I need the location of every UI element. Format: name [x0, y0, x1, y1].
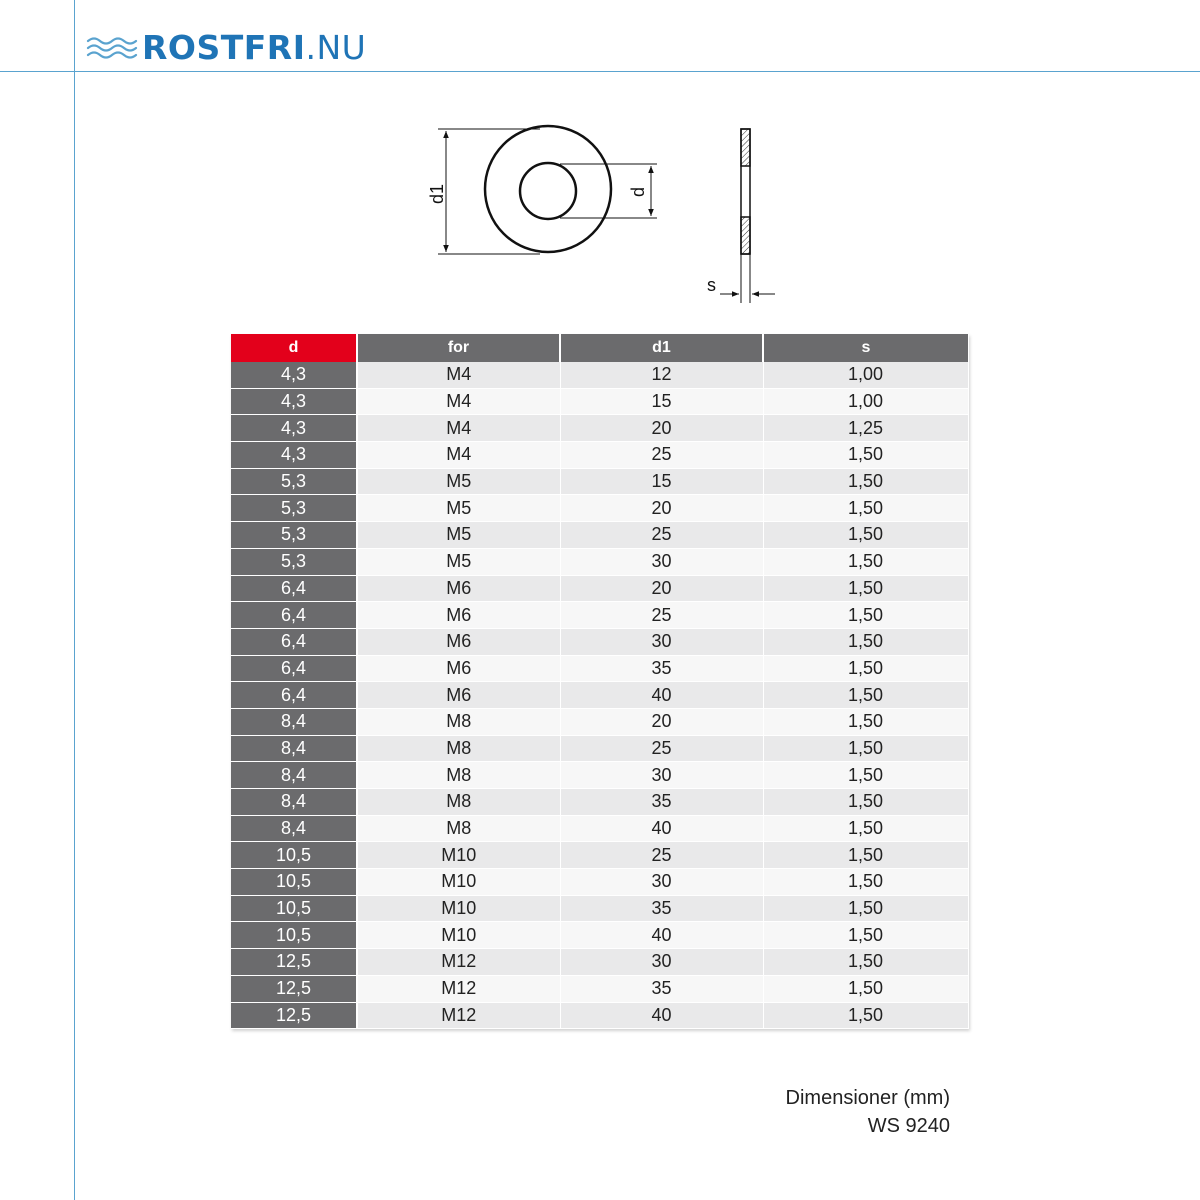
- cell-s: 1,50: [763, 682, 968, 709]
- cell-d: 10,5: [231, 922, 357, 949]
- dimension-s: [707, 254, 775, 303]
- cell-d1: 35: [560, 789, 763, 816]
- table-row: [231, 789, 968, 816]
- table-row: [231, 442, 968, 469]
- cell-s: 1,50: [763, 762, 968, 789]
- cell-s: 1,50: [763, 975, 968, 1002]
- cell-d: 10,5: [231, 842, 357, 869]
- cell-s: 1,50: [763, 895, 968, 922]
- label-d: d: [628, 186, 648, 198]
- column-header-d: d: [231, 334, 357, 362]
- cell-for: M12: [357, 1002, 560, 1029]
- table-row: [231, 762, 968, 789]
- cell-for: M5: [357, 522, 560, 549]
- cell-d: 4,3: [231, 415, 357, 442]
- cell-s: 1,50: [763, 442, 968, 469]
- table-row: [231, 388, 968, 415]
- cell-d: 4,3: [231, 442, 357, 469]
- cell-s: 1,50: [763, 468, 968, 495]
- cell-d: 4,3: [231, 362, 357, 388]
- cell-for: M12: [357, 949, 560, 976]
- cell-s: 1,50: [763, 628, 968, 655]
- table-row: [231, 735, 968, 762]
- table-row: [231, 815, 968, 842]
- cell-d: 6,4: [231, 575, 357, 602]
- cell-d: 12,5: [231, 949, 357, 976]
- cell-for: M8: [357, 735, 560, 762]
- cell-d1: 12: [560, 362, 763, 388]
- cell-d1: 25: [560, 522, 763, 549]
- cell-s: 1,50: [763, 789, 968, 816]
- cell-for: M12: [357, 975, 560, 1002]
- table-row: [231, 922, 968, 949]
- caption-standard: WS 9240: [867, 1115, 950, 1137]
- cell-d: 5,3: [231, 495, 357, 522]
- cell-d1: 15: [560, 388, 763, 415]
- cell-for: M8: [357, 708, 560, 735]
- cell-d1: 35: [560, 895, 763, 922]
- caption-units: Dimensioner (mm): [785, 1087, 950, 1109]
- cell-for: M4: [357, 388, 560, 415]
- cell-d1: 30: [560, 762, 763, 789]
- cell-for: M8: [357, 762, 560, 789]
- cell-d1: 25: [560, 735, 763, 762]
- table-row: [231, 628, 968, 655]
- cell-d: 12,5: [231, 975, 357, 1002]
- table-row: [231, 548, 968, 575]
- cell-s: 1,50: [763, 735, 968, 762]
- cell-s: 1,50: [763, 495, 968, 522]
- cell-d: 5,3: [231, 548, 357, 575]
- table-row: [231, 842, 968, 869]
- cell-for: M5: [357, 495, 560, 522]
- table-row: [231, 708, 968, 735]
- cell-for: M6: [357, 602, 560, 629]
- table-row: [231, 362, 968, 388]
- cell-for: M8: [357, 789, 560, 816]
- cell-s: 1,50: [763, 602, 968, 629]
- column-header-d1: d1: [560, 334, 763, 362]
- cell-d: 8,4: [231, 815, 357, 842]
- cell-d1: 40: [560, 815, 763, 842]
- cell-d1: 30: [560, 628, 763, 655]
- table-row: [231, 522, 968, 549]
- cell-for: M6: [357, 682, 560, 709]
- cell-for: M4: [357, 442, 560, 469]
- cell-s: 1,25: [763, 415, 968, 442]
- table-row: [231, 575, 968, 602]
- cell-d1: 20: [560, 415, 763, 442]
- table-row: [231, 468, 968, 495]
- cell-for: M6: [357, 655, 560, 682]
- cell-d1: 20: [560, 495, 763, 522]
- dimension-d1: [427, 129, 540, 254]
- table-row: [231, 1002, 968, 1029]
- cell-s: 1,50: [763, 548, 968, 575]
- brand-name-main: ROSTFRI: [142, 28, 306, 67]
- cell-d: 6,4: [231, 682, 357, 709]
- cell-d: 10,5: [231, 869, 357, 896]
- cell-for: M10: [357, 922, 560, 949]
- cell-d: 10,5: [231, 895, 357, 922]
- table-row: [231, 949, 968, 976]
- cell-s: 1,50: [763, 708, 968, 735]
- cell-for: M10: [357, 869, 560, 896]
- cell-d1: 35: [560, 655, 763, 682]
- column-header-s: s: [763, 334, 968, 362]
- cell-d: 8,4: [231, 762, 357, 789]
- cell-d1: 15: [560, 468, 763, 495]
- cell-d: 4,3: [231, 388, 357, 415]
- cell-d1: 40: [560, 922, 763, 949]
- table-row: [231, 655, 968, 682]
- brand-name-suffix: .NU: [305, 28, 367, 67]
- table-row: [231, 415, 968, 442]
- cell-for: M10: [357, 842, 560, 869]
- cell-d1: 40: [560, 682, 763, 709]
- cell-d: 6,4: [231, 628, 357, 655]
- cell-s: 1,50: [763, 949, 968, 976]
- table-row: [231, 682, 968, 709]
- cell-for: M4: [357, 362, 560, 388]
- cell-d1: 25: [560, 442, 763, 469]
- cell-d: 5,3: [231, 522, 357, 549]
- cell-d1: 40: [560, 1002, 763, 1029]
- cell-d: 6,4: [231, 655, 357, 682]
- table-row: [231, 975, 968, 1002]
- table-body: [231, 362, 968, 1029]
- cell-d1: 20: [560, 708, 763, 735]
- table-row: [231, 602, 968, 629]
- cell-s: 1,50: [763, 655, 968, 682]
- label-d1: d1: [427, 183, 447, 205]
- column-header-for: for: [357, 334, 560, 362]
- caption: [786, 1084, 950, 1140]
- cell-s: 1,00: [763, 388, 968, 415]
- table-row: [231, 895, 968, 922]
- cell-for: M8: [357, 815, 560, 842]
- cell-d1: 30: [560, 949, 763, 976]
- cell-for: M5: [357, 468, 560, 495]
- cell-d1: 25: [560, 602, 763, 629]
- cell-d: 12,5: [231, 1002, 357, 1029]
- cell-s: 1,50: [763, 869, 968, 896]
- cell-d1: 30: [560, 869, 763, 896]
- washer-side-view: [741, 129, 750, 254]
- cell-d1: 20: [560, 575, 763, 602]
- label-s: s: [707, 275, 716, 295]
- cell-s: 1,00: [763, 362, 968, 388]
- cell-s: 1,50: [763, 815, 968, 842]
- cell-s: 1,50: [763, 922, 968, 949]
- washer-technical-drawing: [0, 0, 1200, 320]
- cell-d1: 25: [560, 842, 763, 869]
- washer-front-view: [485, 126, 611, 252]
- cell-d: 8,4: [231, 735, 357, 762]
- cell-s: 1,50: [763, 842, 968, 869]
- cell-d: 5,3: [231, 468, 357, 495]
- table-row: [231, 495, 968, 522]
- dimensions-table: [231, 334, 969, 1029]
- cell-s: 1,50: [763, 522, 968, 549]
- cell-for: M10: [357, 895, 560, 922]
- table-row: [231, 869, 968, 896]
- cell-for: M6: [357, 575, 560, 602]
- cell-for: M5: [357, 548, 560, 575]
- cell-d1: 35: [560, 975, 763, 1002]
- cell-d: 6,4: [231, 602, 357, 629]
- cell-d: 8,4: [231, 789, 357, 816]
- cell-d1: 30: [560, 548, 763, 575]
- table-header-row: [231, 334, 968, 362]
- cell-d: 8,4: [231, 708, 357, 735]
- cell-s: 1,50: [763, 1002, 968, 1029]
- cell-for: M4: [357, 415, 560, 442]
- cell-s: 1,50: [763, 575, 968, 602]
- cell-for: M6: [357, 628, 560, 655]
